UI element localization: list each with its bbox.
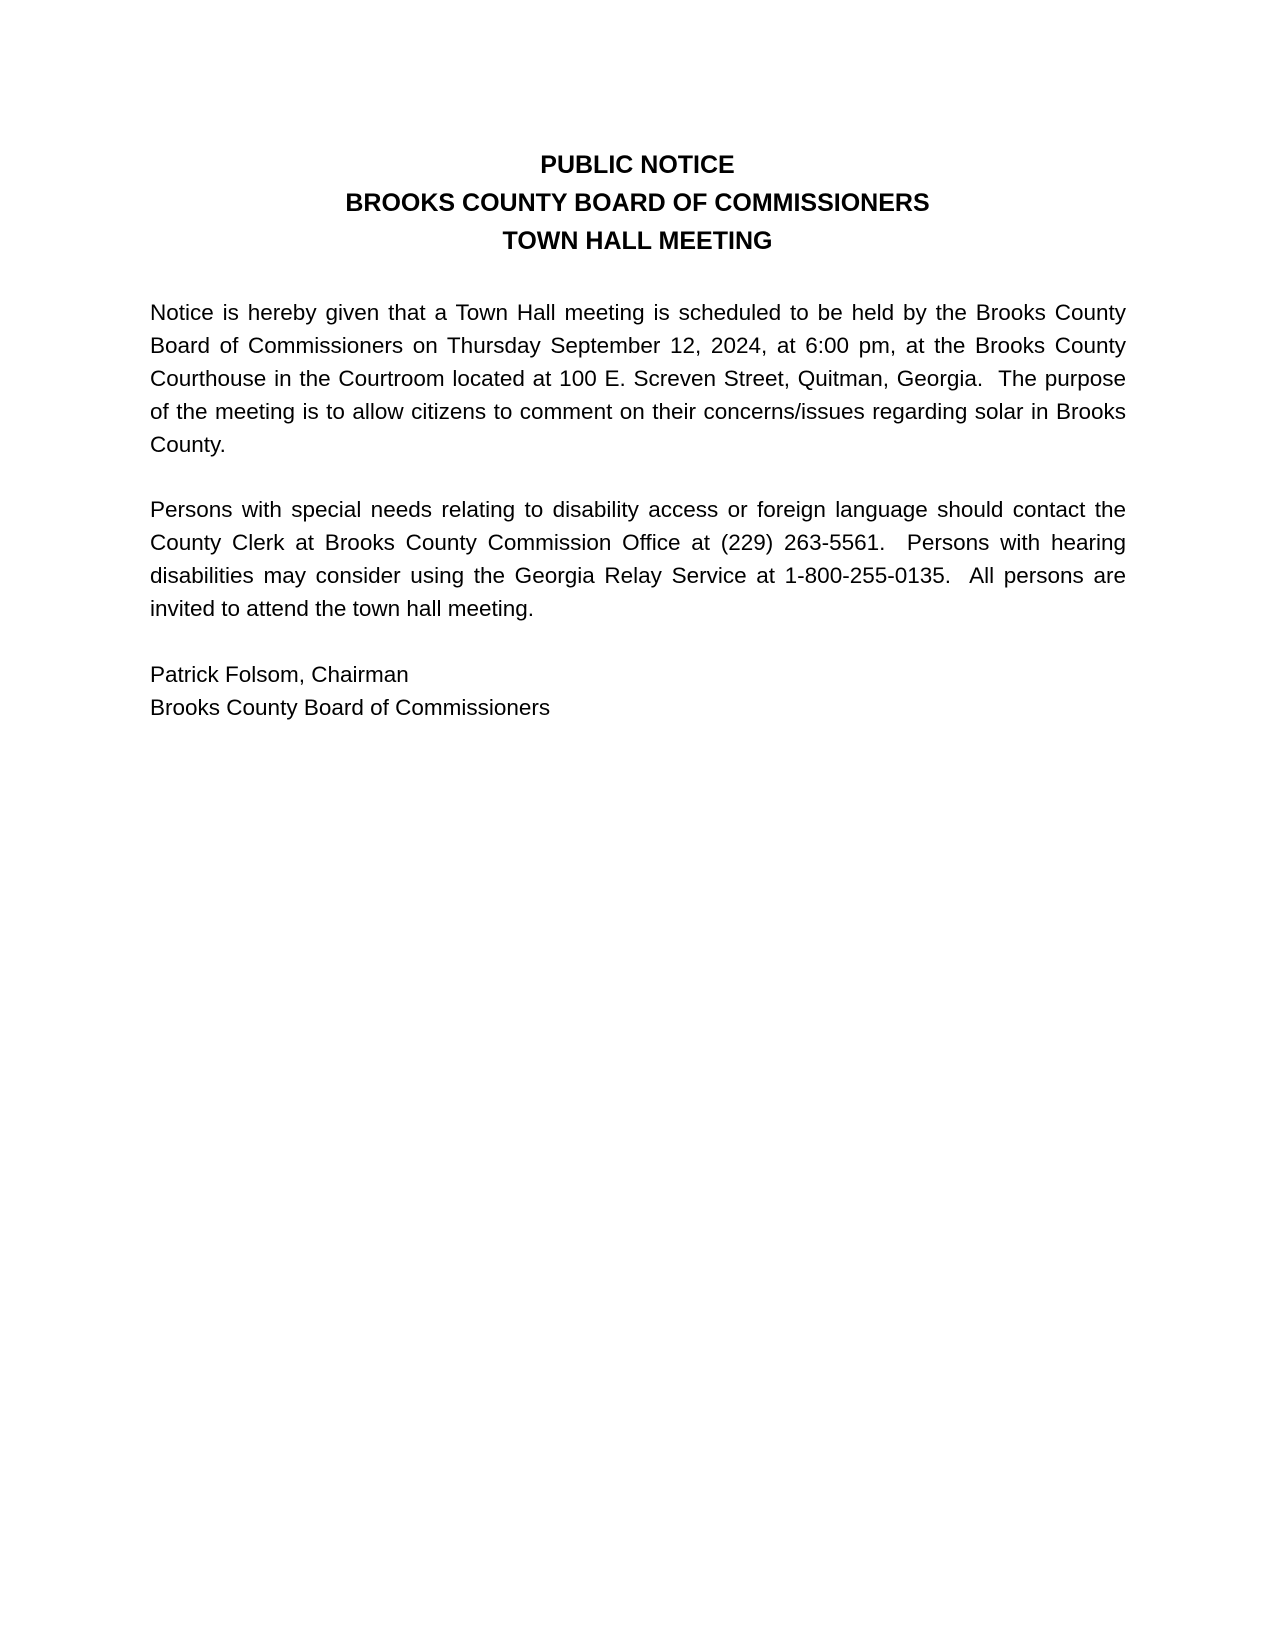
heading-board-name: BROOKS COUNTY BOARD OF COMMISSIONERS: [345, 189, 930, 217]
heading-public-notice: PUBLIC NOTICE: [540, 151, 735, 179]
heading-meeting-type: TOWN HALL MEETING: [502, 227, 773, 255]
notice-paragraph: Notice is hereby given that a Town Hall meeting is scheduled to be held by the Brooks County Board of Commissioners on Thursday September 12, 2024, at 6:00 pm, at the Brooks County Courthouse in the Courtroom located at 100 E. Screven Street, Quitman, Georgia. The purpose of the meeting is to allow citizens to comment on their concerns/issues regarding solar in Brooks County.: [150, 300, 1133, 457]
signatory-organization: Brooks County Board of Commissioners: [150, 695, 551, 720]
signature-block: [150, 658, 1126, 724]
signatory-name: Patrick Folsom, Chairman: [150, 662, 409, 687]
notice-heading: [0, 146, 1275, 260]
accessibility-paragraph: Persons with special needs relating to disability access or foreign language should contact the County Clerk at Brooks County Commission Office at (229) 263-5561. Persons with hearing disabilities may consider using the Georgia Relay Service at 1-800-255-0135. All persons are invited to attend the town hall meeting.: [150, 497, 1133, 621]
